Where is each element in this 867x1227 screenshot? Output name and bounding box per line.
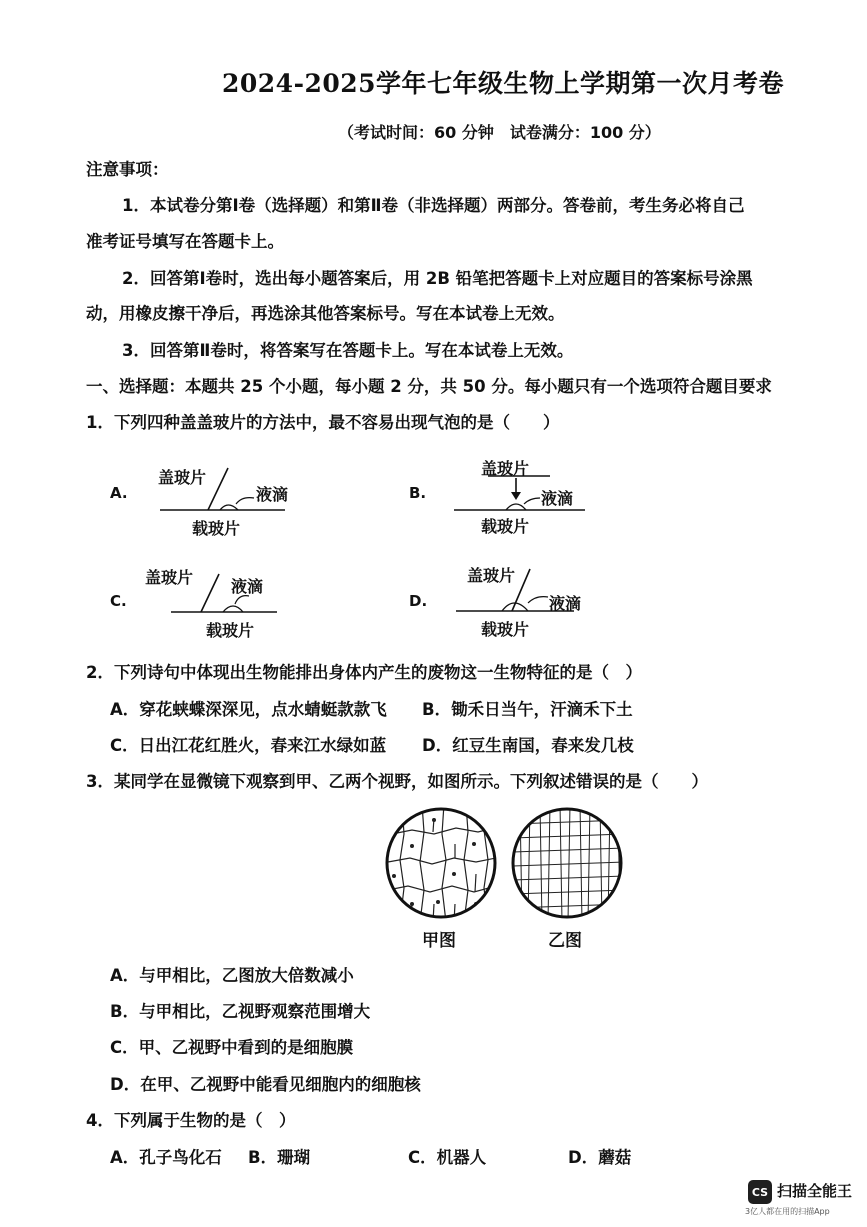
q1-d-droplet-label: 液滴 (549, 594, 582, 613)
q1-c-droplet-label: 液滴 (231, 577, 264, 596)
q1-stem: 1．下列四种盖盖玻片的方法中，最不容易出现气泡的是（ ） (86, 413, 560, 432)
q2-stem: 2．下列诗句中体现出生物能排出身体内产生的废物这一生物特征的是（ ） (86, 663, 642, 682)
q3-option-b: B．与甲相比，乙视野观察范围增大 (110, 1002, 371, 1021)
q2-option-a: A．穿花蛱蝶深深见，点水蜻蜓款款飞 (110, 700, 387, 719)
camscanner-logo-icon: CS (748, 1180, 772, 1204)
q1-d-slide-label: 载玻片 (481, 620, 530, 639)
q3-field-jia-image (382, 804, 500, 922)
q1-a-droplet-label: 液滴 (256, 485, 289, 504)
section-heading: 一、选择题：本题共 25 个小题，每小题 2 分，共 50 分。每小题只有一个选项符合题目要求 (86, 377, 772, 396)
q4-option-a: A．孔子鸟化石 (110, 1148, 222, 1167)
q2-option-d: D．红豆生南国，春来发几枝 (422, 736, 634, 755)
q1-b-coverslip-label: 盖玻片 (481, 459, 530, 478)
q3-option-d: D．在甲、乙视野中能看见细胞内的细胞核 (110, 1075, 421, 1094)
q2-option-c: C．日出江花红胜火，春来江水绿如蓝 (110, 736, 387, 755)
note-3: 3．回答第Ⅱ卷时，将答案写在答题卡上。写在本试卷上无效。 (122, 341, 574, 360)
q2-option-b: B．锄禾日当午，汗滴禾下土 (422, 700, 633, 719)
q4-option-b: B．珊瑚 (248, 1148, 311, 1167)
q3-stem: 3．某同学在显微镜下观察到甲、乙两个视野，如图所示。下列叙述错误的是（ ） (86, 772, 708, 791)
q4-option-d: D．蘑菇 (568, 1148, 632, 1167)
note-1b: 准考证号填写在答题卡上。 (86, 232, 284, 251)
q1-option-b-label: B. (409, 484, 427, 502)
watermark-tagline: 3亿人都在用的扫描App (745, 1207, 830, 1216)
q1-a-slide-label: 载玻片 (192, 519, 241, 538)
q1-c-diagram (165, 570, 285, 620)
q1-option-c-label: C. (110, 592, 127, 610)
q1-option-a-label: A. (110, 484, 128, 502)
q4-option-c: C．机器人 (408, 1148, 487, 1167)
q1-b-diagram (450, 470, 590, 520)
q1-a-coverslip-label: 盖玻片 (158, 468, 207, 487)
q1-a-diagram (150, 460, 290, 520)
q3-option-a: A．与甲相比，乙图放大倍数减小 (110, 966, 354, 985)
q1-c-slide-label: 载玻片 (206, 621, 255, 640)
q3-caption-yi: 乙图 (548, 931, 582, 951)
watermark-name: 扫描全能王 (777, 1182, 853, 1200)
exam-title: 2024-2025学年七年级生物上学期第一次月考卷 (222, 69, 785, 98)
q1-c-coverslip-label: 盖玻片 (145, 568, 194, 587)
exam-subtitle: （考试时间：60 分钟 试卷满分：100 分） (338, 123, 661, 142)
q3-option-c: C．甲、乙视野中看到的是细胞膜 (110, 1038, 354, 1057)
note-1a: 1．本试卷分第Ⅰ卷（选择题）和第Ⅱ卷（非选择题）两部分。答卷前，考生务必将自己 (122, 196, 745, 215)
note-2a: 2．回答第Ⅰ卷时，选出每小题答案后，用 2B 铅笔把答题卡上对应题目的答案标号涂黑 (122, 269, 753, 288)
q1-option-d-label: D. (409, 592, 428, 610)
q1-d-coverslip-label: 盖玻片 (467, 566, 516, 585)
q4-stem: 4．下列属于生物的是（ ） (86, 1111, 296, 1130)
q3-caption-jia: 甲图 (422, 931, 456, 951)
q3-field-yi-image (508, 804, 626, 922)
q1-b-slide-label: 载玻片 (481, 517, 530, 536)
q1-d-diagram (452, 565, 582, 615)
notes-heading: 注意事项： (86, 160, 169, 179)
q1-b-droplet-label: 液滴 (541, 489, 574, 508)
note-2b: 动，用橡皮擦干净后，再选涂其他答案标号。写在本试卷上无效。 (86, 304, 565, 323)
